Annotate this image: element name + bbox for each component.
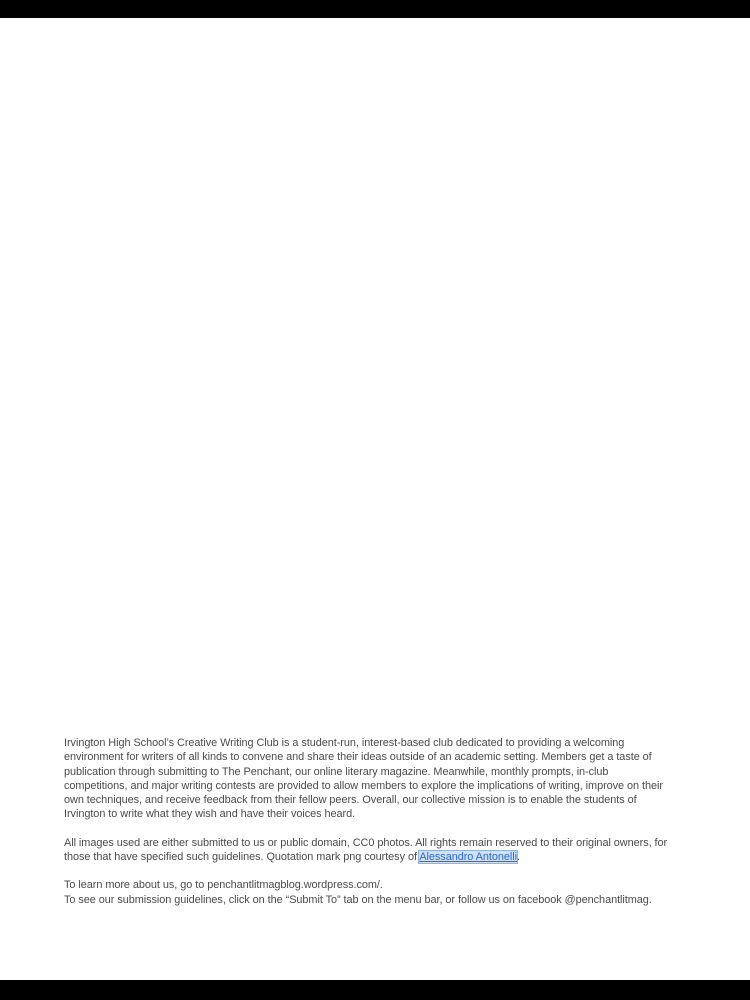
top-letterbox-bar <box>0 0 750 18</box>
submission-line: To see our submission guidelines, click on the “Submit To” tab on the menu bar, or follow us on facebook @penchantlitmag. <box>64 893 652 906</box>
credit-link[interactable]: Alessandro Antonelli <box>419 851 517 864</box>
images-credit-paragraph <box>64 836 674 865</box>
credit-end: . <box>517 851 520 864</box>
bottom-letterbox-bar <box>0 980 750 1000</box>
about-text-block <box>64 736 674 907</box>
learn-more-line: To learn more about us, go to penchantlitmagblog.wordpress.com/. <box>64 879 383 892</box>
mission-paragraph: Irvington High School’s Creative Writing Club is a student-run, interest-based club dedicated to providing a welcoming environment for writers of all kinds to convene and share their ideas outside of an academic setting. Members get a taste of publication through submitting to The Penchant, our online literary magazine. Meanwhile, monthly prompts, in-club competitions, and major writing contests are provided to allow members to explore the implications of writing, improve on their own techniques, and receive feedback from their fellow peers. Overall, our collective mission is to enable the students of Irvington to write what they wish and have their voices heard. <box>64 737 663 821</box>
images-credit-text: All images used are either submitted to us or public domain, CC0 photos. All rights remain reserved to their original owners, for those that have specified such guidelines. Quotation mark png courtesy of <box>64 836 668 864</box>
